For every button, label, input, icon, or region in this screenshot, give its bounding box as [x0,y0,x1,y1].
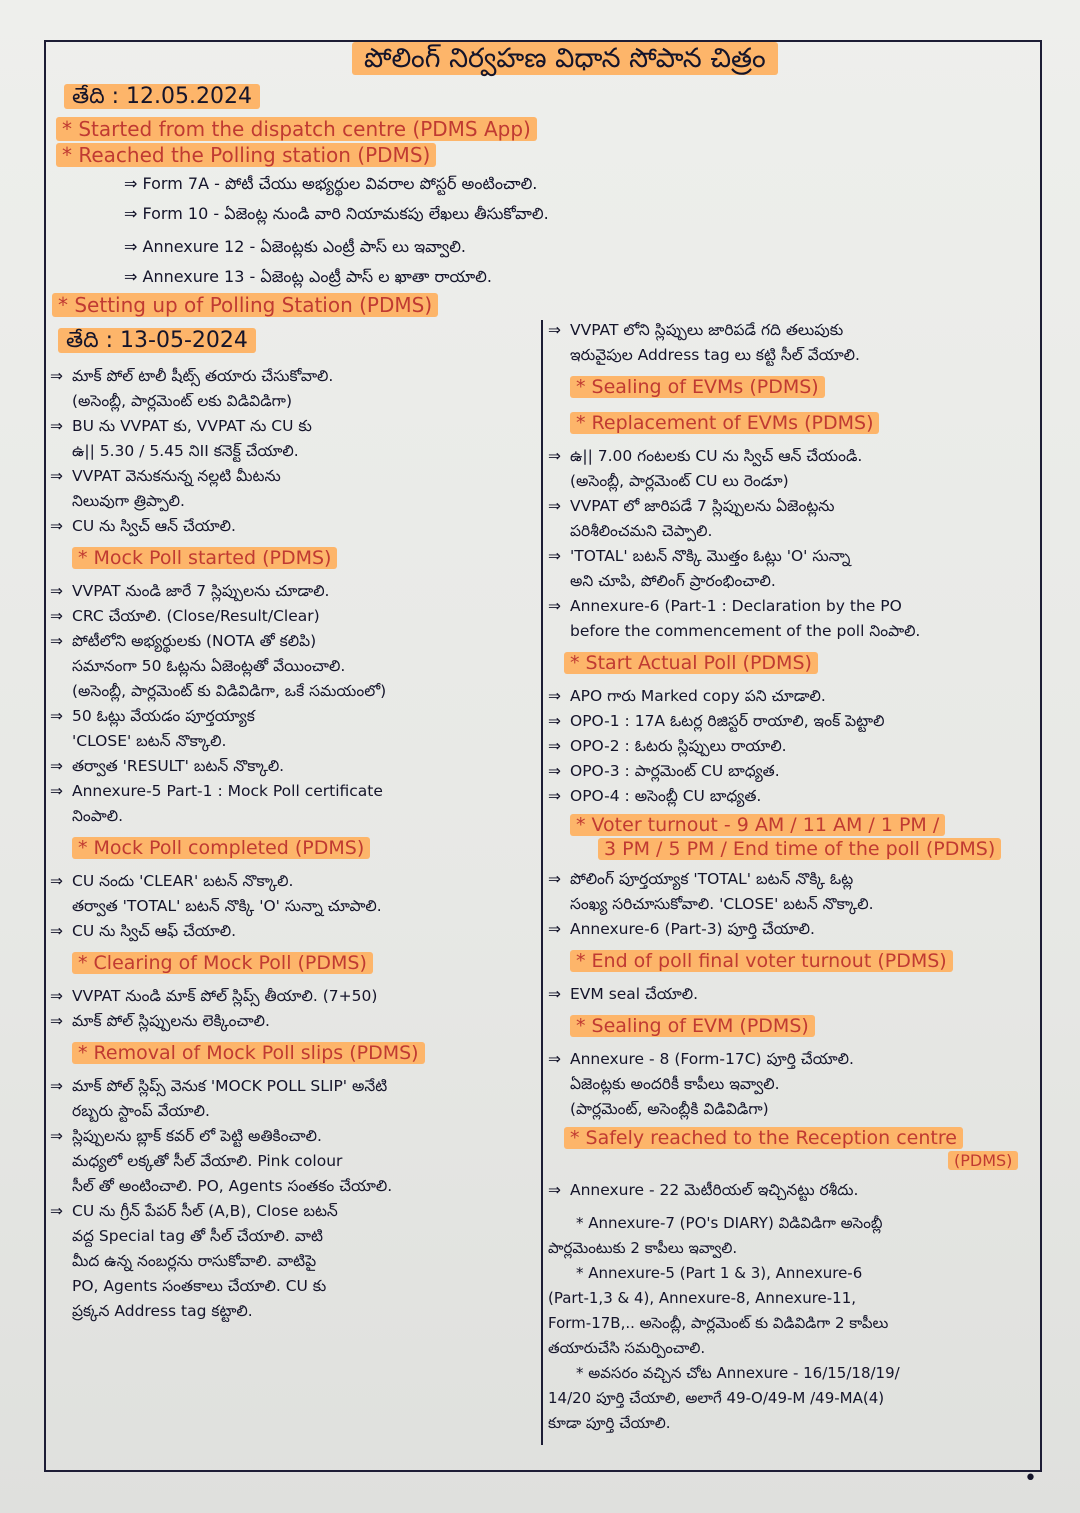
heading-end-of-poll: * End of poll final voter turnout (PDMS) [548,946,1038,976]
list-item: ⇒ APO గారు Marked copy పని చూడాలి. [548,687,826,705]
list-item: ⇒ Annexure-5 Part-1 : Mock Poll certificate [50,782,383,800]
list-item: తర్వాత 'TOTAL' బటన్ నొక్కి 'O' సున్నా చూపాలి. [72,897,382,915]
note-line: * Annexure-5 (Part 1 & 3), Annexure-6 [576,1264,863,1282]
list-item: ⇒ మాక్ పోల్ స్లిప్స్ వెనుక 'MOCK POLL SLIP' అనేటి [50,1077,388,1095]
heading-dispatch: * Started from the dispatch centre (PDMS App) [56,116,537,142]
list-item: ⇒ CU నందు 'CLEAR' బటన్ నొక్కాలి. [50,872,294,890]
list-item: PO, Agents సంతకాలు చేయాలి. CU కు [72,1277,327,1295]
list-item: ⇒ 50 ఓట్లు వేయడం పూర్తయ్యాక [50,707,255,725]
heading-mock-poll-completed: * Mock Poll completed (PDMS) [50,833,538,863]
list-item: నిలువుగా త్రిప్పాలి. [72,492,185,510]
left-column [50,364,538,1324]
list-item: ⇒ స్లిప్పులను బ్లాక్ కవర్ లో పెట్టి అతికించాలి. [50,1127,322,1145]
list-item: ⇒ OPO-4 : అసెంబ్లీ CU బాధ్యత. [548,787,762,805]
heading-start-actual-poll: * Start Actual Poll (PDMS) [548,648,1038,678]
note-line: 14/20 పూర్తి చేయాలి, అలాగే 49-O/49-M /49-MA(4) [548,1389,885,1407]
note-line: పార్లమెంటుకు 2 కాపీలు ఇవ్వాలి. [548,1239,738,1257]
list-item: ⇒ VVPAT నుండి మాక్ పోల్ స్లిప్స్ తీయాలి. (7+50) [50,987,378,1005]
note-line: (Part-1,3 & 4), Annexure-8, Annexure-11, [548,1289,857,1307]
heading-safely-reached: * Safely reached to the Reception centre [548,1126,1038,1150]
list-item: ⇒ CU ను స్విచ్ ఆఫ్ చేయాలి. [50,922,237,940]
list-item: before the commencement of the poll నింపాలి. [570,622,921,640]
heading-reached: * Reached the Polling station (PDMS) [56,142,436,168]
list-item: ⇒ EVM seal చేయాలి. [548,985,699,1003]
list-item: రబ్బరు స్టాంప్ వేయాలి. [72,1102,210,1120]
date-2: తేది : 13-05-2024 [58,326,256,356]
list-item: సీల్ తో అంటించాలి. PO, Agents సంతకం చేయాలి. [72,1177,393,1195]
list-item: (అసెంబ్లీ, పార్లమెంట్ కు విడివిడిగా, ఒకే సమయంలో) [72,682,387,700]
annexure-13-line: ⇒ Annexure 13 - ఏజెంట్ల ఎంట్రీ పాస్ ల ఖాతా రాయాలి. [124,267,492,286]
list-item: ⇒ CU ను గ్రీన్ పేపర్ సీల్ (A,B), Close బటన్ [50,1202,338,1220]
list-item: మధ్యలో లక్కతో సీల్ వేయాలి. Pink colour [72,1152,343,1170]
list-item: (పార్లమెంట్, అసెంబ్లీకి విడివిడిగా) [570,1100,769,1118]
heading-mock-poll-started: * Mock Poll started (PDMS) [50,543,538,573]
list-item: ⇒ మాక్ పోల్ స్లిప్పులను లెక్కించాలి. [50,1012,270,1030]
list-item: ⇒ VVPAT వెనుకనున్న నల్లటి మీటను [50,467,281,485]
list-item: (అసెంబ్లీ, పార్లమెంట్ CU లు రెండూ) [570,472,789,490]
note-line: కూడా పూర్తి చేయాలి. [548,1414,671,1432]
annexure-12-line: ⇒ Annexure 12 - ఏజెంట్లకు ఎంట్రీ పాస్ లు ఇవ్వాలి. [124,237,467,256]
heading-voter-turnout: * Voter turnout - 9 AM / 11 AM / 1 PM / [548,813,1038,837]
list-item: ⇒ Annexure-6 (Part-1 : Declaration by the PO [548,597,902,615]
list-item: ⇒ VVPAT లోని స్లిప్పులు జారిపడే గది తలుపుకు [548,321,844,339]
list-item: ఇరువైపుల Address tag లు కట్టి సీల్ వేయాలి. [570,346,860,364]
form-7a-line: ⇒ Form 7A - పోటీ చేయు అభ్యర్థుల వివరాల పోస్టర్ అంటించాలి. [124,174,538,193]
list-item: ⇒ BU ను VVPAT కు, VVPAT ను CU కు [50,417,312,435]
list-item: ⇒ Annexure - 8 (Form-17C) పూర్తి చేయాలి. [548,1050,854,1068]
list-item: మీద ఉన్న నంబర్లను రాసుకోవాలి. వాటిపై [72,1252,317,1270]
list-item: వద్ద Special tag తో సీల్ చేయాలి. వాటి [72,1227,323,1245]
list-item: ⇒ CRC చేయాలి. (Close/Result/Clear) [50,607,320,625]
list-item: ⇒ VVPAT నుండి జారే 7 స్లిప్పులను చూడాలి. [50,582,330,600]
column-divider [541,320,543,1445]
list-item: ⇒ తర్వాత 'RESULT' బటన్ నొక్కాలి. [50,757,285,775]
heading-safely-reached-pdms: (PDMS) [548,1150,1038,1172]
note-line: * అవసరం వచ్చిన చోట Annexure - 16/15/18/19/ [576,1364,900,1382]
list-item: ⇒ VVPAT లో జారిపడే 7 స్లిప్పులను ఏజెంట్లను [548,497,835,515]
list-item: అని చూపి, పోలింగ్ ప్రారంభించాలి. [570,572,776,590]
note-line: Form-17B,.. అసెంబ్లీ, పార్లమెంట్ కు విడివిడిగా 2 కాపీలు [548,1314,889,1332]
right-column [548,318,1038,1436]
heading-clearing-mock-poll: * Clearing of Mock Poll (PDMS) [50,948,538,978]
list-item: (అసెంబ్లీ, పార్లమెంట్ లకు విడివిడిగా) [72,392,292,410]
list-item: ⇒ 'TOTAL' బటన్ నొక్కి మొత్తం ఓట్లు 'O' సున్నా [548,547,851,565]
list-item: ⇒ OPO-2 : ఓటరు స్లిప్పులు రాయాలి. [548,737,787,755]
list-item: పరిశీలించమని చెప్పాలి. [570,522,713,540]
heading-setting-up: * Setting up of Polling Station (PDMS) [52,292,438,318]
list-item: ప్రక్కన Address tag కట్టాలి. [72,1302,253,1320]
list-item: ⇒ Annexure - 22 మెటీరియల్ ఇచ్చినట్టు రశీదు. [548,1181,859,1199]
list-item: 'CLOSE' బటన్ నొక్కాలి. [72,732,227,750]
heading-sealing-of-evm: * Sealing of EVM (PDMS) [548,1011,1038,1041]
list-item: సంఖ్య సరిచూసుకోవాలి. 'CLOSE' బటన్ నొక్కాలి. [570,895,874,913]
note-line: * Annexure-7 (PO's DIARY) విడివిడిగా అసెంబ్లీ [576,1214,883,1232]
list-item: ⇒ పోటీలోని అభ్యర్థులకు (NOTA తో కలిపి) [50,632,317,650]
list-item: నింపాలి. [72,807,124,825]
heading-removal-mock-poll-slips: * Removal of Mock Poll slips (PDMS) [50,1038,538,1068]
form-10-line: ⇒ Form 10 - ఏజెంట్ల నుండి వారి నియామకపు లేఖలు తీసుకోవాలి. [124,204,549,223]
list-item: ⇒ పోలింగ్ పూర్తయ్యాక 'TOTAL' బటన్ నొక్కి ఓట్ల [548,870,854,888]
list-item: ఏజెంట్లకు అందరికీ కాపీలు ఇవ్వాలి. [570,1075,780,1093]
heading-sealing-of-evms: * Sealing of EVMs (PDMS) [548,372,1038,402]
list-item: సమానంగా 50 ఓట్లను ఏజెంట్లతో వేయించాలి. [72,657,346,675]
date-1: తేది : 12.05.2024 [64,82,260,112]
list-item: ⇒ OPO-1 : 17A ఓటర్ల రిజిస్టర్ రాయాలి, ఇంక్ పెట్టాలి [548,712,885,730]
list-item: ఉ|| 5.30 / 5.45 నిII కనెక్ట్ చేయాలి. [72,442,299,460]
ink-dot: • [1024,1466,1037,1491]
list-item: ⇒ Annexure-6 (Part-3) పూర్తి చేయాలి. [548,920,815,938]
list-item: ⇒ CU ను స్విచ్ ఆన్ చేయాలి. [50,517,236,535]
heading-replacement-of-evms: * Replacement of EVMs (PDMS) [548,408,1038,438]
list-item: ⇒ OPO-3 : పార్లమెంట్ CU బాధ్యత. [548,762,780,780]
list-item: ⇒ మాక్ పోల్ టాలీ షీట్స్ తయారు చేసుకోవాలి. [50,367,334,385]
note-line: తయారుచేసి సమర్పించాలి. [548,1339,706,1357]
heading-voter-turnout-times: 3 PM / 5 PM / End time of the poll (PDMS) [548,837,1038,861]
page-title: పోలింగ్ నిర్వహణ విధాన సోపాన చిత్రం [352,40,778,78]
list-item: ⇒ ఉ|| 7.00 గంటలకు CU ను స్విచ్ ఆన్ చేయండి. [548,447,863,465]
